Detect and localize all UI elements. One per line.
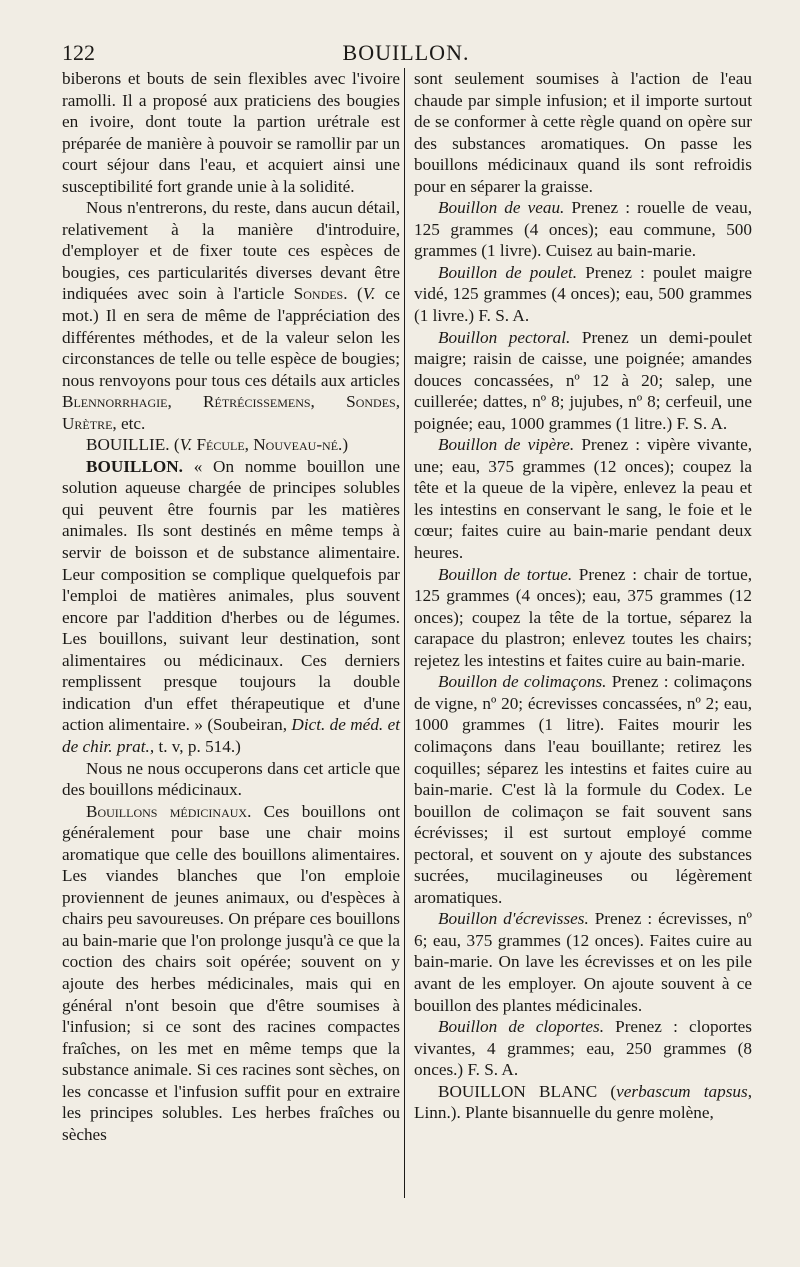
column-rule: [404, 68, 405, 1198]
recipe-title: Bouillon de cloportes.: [438, 1017, 604, 1037]
left-column: [62, 68, 400, 1145]
entry-bouillon-blanc: BOUILLON BLANC (verbascum tapsus, Linn.). Plante bisannuelle du genre molène,: [414, 1081, 752, 1123]
recipe-ecrevisses: Bouillon d'écrevisses. Prenez : écrevisses, nº 6; eau, 375 grammes (12 onces). Faites cuire au bain-marie. On lave les écrevisses et on les pile avant de les employer. On ajoute souvent à ce bouillon des plantes médicinales.: [414, 909, 752, 1015]
recipe-title: Bouillon de tortue.: [438, 564, 573, 584]
latin-name: verbascum tapsus: [616, 1081, 748, 1101]
cross-reference: Sondes: [293, 284, 344, 304]
recipe-veau: Bouillon de veau. Prenez : rouelle de veau, 125 grammes (4 onces); eau commune, 500 grammes (1 livre). Cuisez au bain-marie.: [414, 198, 752, 261]
paragraph-ivory-bougies: biberons et bouts de sein flexibles avec l'ivoire ramolli. Il a proposé aux praticiens des bougies en ivoire, dont toute la partion urétrale est préparée de manière à pouvoir se ramollir par un court séjour dans l'eau, et acquiert ainsi une susceptibilité fort grande unie à la solidité.: [62, 69, 400, 196]
cross-reference: Fécule, Nouveau-né.: [192, 435, 343, 455]
recipe-poulet: Bouillon de poulet. Prenez : poulet maigre vidé, 125 grammes (4 onces); eau, 500 grammes (1 livre.) F. S. A.: [414, 262, 752, 326]
recipe-title: Bouillon de vipère.: [438, 435, 575, 455]
entry-bouillons-medicinaux: Bouillons médicinaux. Ces bouillons ont généralement pour base une chair moins aromatique que celle des bouillons alimentaires. Les viandes blanches que l'on emploie proviennent de jeunes animaux, ou d'espèces à chairs peu savoureuses. On prépare ces bouillons au bain-marie que l'on prolonge jusqu'à ce que la coction des chairs soit opérée; souvent on y ajoute des herbes médicinales, mais qui en général n'ont besoin que d'être soumises à l'infusion; si ce sont des racines compactes fraîches, on les met en même temps que la substance animale. Si ces racines sont sèches, on les concasse et l'infusion suffit pour en extraire les principes solubles. Les herbes fraîches ou sèches: [62, 801, 400, 1144]
recipe-cloportes: Bouillon de cloportes. Prenez : cloportes vivantes, 4 grammes; eau, 250 grammes (8 onces.) F. S. A.: [414, 1017, 752, 1080]
recipe-title: Bouillon de colimaçons.: [438, 672, 607, 692]
entry-term: BOUILLON BLANC: [438, 1081, 598, 1101]
paragraph-details: Nous n'entrerons, du reste, dans aucun détail, relativement à la manière d'introduire, d'employer et de fixer toute ces espèces de bougies, ces particularités diverses devant être indiquées avec soin à l'article Sondes. (V. ce mot.) Il en sera de même de l'appréciation des différentes méthodes, et de la valeur selon les circonstances de telle ou telle espèce de bougies; nous renvoyons pour tous ces détails aux articles Blennorrhagie, Rétrécissemens, Sondes, Urètre, etc.: [62, 198, 400, 433]
recipe-pectoral: Bouillon pectoral. Prenez un demi-poulet maigre; raisin de caisse, une poignée; amandes douces concassées, nº 12 à 20; salep, une cuillerée; dattes, nº 8; jujubes, nº 8; cerfeuil, une poignée; eau, 1000 grammes (1 litre.) F. S. A.: [414, 327, 752, 433]
page-header: [62, 38, 750, 68]
recipe-title: Bouillon de veau.: [438, 198, 565, 218]
page-number: 122: [62, 40, 95, 65]
entry-bouillie: BOUILLIE. (V. Fécule, Nouveau-né.): [86, 435, 349, 455]
entry-term: BOUILLIE.: [86, 435, 170, 455]
entry-bouillon: BOUILLON. « On nomme bouillon une solution aqueuse chargée de principes solubles qui peuvent être fournis par les matières animales. Ils sont destinés en même temps à servir de boisson et de substance alimentaire. Leur composition se complique quelquefois par l'emploi de matières animales, plus souvent encore par l'addition d'herbes ou de légumes. Les bouillons, suivant leur destination, sont alimentaires ou médicinaux. Ces derniers remplissent presque toujours la double indication d'un effet thérapeutique et d'une action alimentaire. » (Soubeiran, Dict. de méd. et de chir. prat., t. v, p. 514.): [62, 456, 400, 756]
right-column: [414, 68, 752, 1124]
cross-reference: Blennorrhagie, Rétrécissemens, Sondes, Urètre,: [62, 392, 400, 433]
recipe-title: Bouillon d'écrevisses.: [438, 909, 589, 929]
recipe-tortue: Bouillon de tortue. Prenez : chair de tortue, 125 grammes (4 onces); eau, 375 grammes (12 onces); coupez la tête de la tortue, séparez la carapace du plastron; enlevez toutes les chairs; rejetez les intestins et faites cuire au bain-marie.: [414, 564, 752, 670]
citation: Dict. de méd. et de chir. prat.: [62, 715, 400, 756]
entry-term: Bouillons médicinaux.: [86, 801, 252, 821]
entry-term: BOUILLON.: [86, 456, 183, 476]
recipe-vipere: Bouillon de vipère. Prenez : vipère vivante, une; eau, 375 grammes (12 onces); coupez la tête et la queue de la vipère, enlevez la peau et les intestins en conservant le sang, le foie et le cœur; faites cuire au bain-marie pendant deux heures.: [414, 435, 752, 563]
recipe-colimacons: Bouillon de colimaçons. Prenez : colimaçons de vigne, nº 20; écrevisses concassées, nº 2; eau, 1000 grammes (1 litre). Faites mourir les colimaçons dans l'eau bouillante; retirez les coquilles; séparez les intestins et faites cuire au bain-marie. C'est là la formule du Codex. Le bouillon de colimaçon se fait souvent sans écrévisses; il est surtout employé comme pectoral, et souvent on y ajoute des substances sucrées, mucilagineuses ou légèrement aromatiques.: [414, 672, 752, 907]
paragraph-scope: Nous ne nous occuperons dans cet article que des bouillons médicinaux.: [62, 758, 400, 800]
recipe-title: Bouillon pectoral.: [438, 327, 571, 347]
paragraph-infusion: sont seulement soumises à l'action de l'eau chaude par simple infusion; et il importe surtout de se conformer à cette règle quand on opère sur des substances aromatiques. On passe les bouillons médicinaux quand ils sont refroidis pour en séparer la graisse.: [414, 69, 752, 196]
running-title: BOUILLON.: [342, 40, 470, 65]
recipe-title: Bouillon de poulet.: [438, 262, 578, 282]
